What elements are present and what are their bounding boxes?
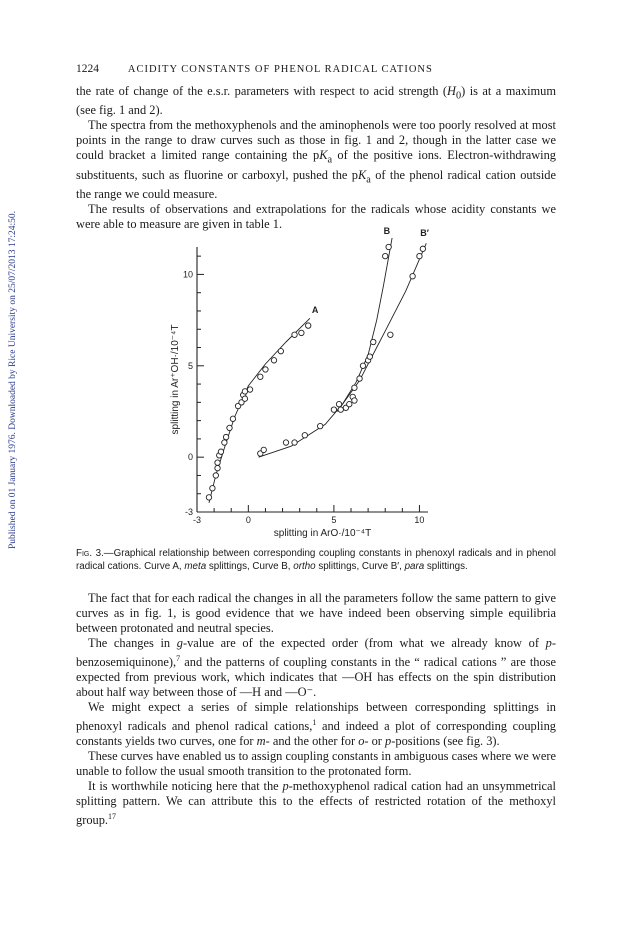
data-point <box>318 423 323 428</box>
chart-points <box>206 244 425 500</box>
data-point <box>347 401 352 406</box>
data-point <box>306 323 311 328</box>
data-point <box>242 396 247 401</box>
data-point <box>278 348 283 353</box>
paragraph: The spectra from the methoxyphenols and the aminophenols were too poorly resolved at most points in the range to draw curves such as those in fig. 1 and 2, though in the latter case we could bracket a limited range containing the $pK_a$ of the positive ions. Electron-withdrawing substituents, such as fluorine or carboxyl, pushed the $pK_a$ of the phenol radical cation outside the range we could measure. <box>76 118 557 202</box>
data-point <box>417 253 422 258</box>
data-point <box>215 460 220 465</box>
download-watermark <box>2 160 24 600</box>
data-point <box>271 358 276 363</box>
data-point <box>302 433 307 438</box>
chart-fit-curves <box>209 238 426 503</box>
data-point <box>383 253 388 258</box>
data-point <box>283 440 288 445</box>
series-label: B <box>383 226 391 237</box>
y-tick-label: 10 <box>182 269 193 280</box>
data-point <box>336 401 341 406</box>
paragraph: The changes in g-value are of the expected order (from what we already know of p-benzosemiquinone),$^7$ and the patterns of coupling constants in the “ radical cations ” are those expected from previous work, which indicates that —OH has effects on the spin distribution about half way between those of —H and —O⁻. <box>76 636 556 700</box>
figure-caption: Fig. 3.—Graphical relationship between corresponding coupling constants in phenoxyl radicals and in phenol radical cations. Curve A, meta splittings, Curve B, ortho splittings, Curve B′, para splittings. <box>76 548 556 572</box>
paragraph: The fact that for each radical the changes in all the parameters follow the same pattern to give curves as in fig. 1, is good evidence that we have indeed been observing simple equilibria between protonated and neutral species. <box>76 591 556 635</box>
running-head-title: ACIDITY CONSTANTS OF PHENOL RADICAL CATIONS <box>127 64 433 75</box>
paragraph: We might expect a series of simple relationships between corresponding splittings in phenoxyl radicals and phenol radical cations,$^1$ and indeed a plot of corresponding coupling constants yields two curves, one for m- and the other for o- or p-positions (see fig. 3). <box>76 700 556 749</box>
fit-curve-A <box>209 318 310 503</box>
fit-curve-B <box>259 238 393 457</box>
y-tick-label: 5 <box>187 360 193 371</box>
data-point <box>258 374 263 379</box>
x-tick-label: 5 <box>331 515 337 525</box>
fit-curve-B′ <box>337 243 426 411</box>
data-point <box>410 274 415 279</box>
series-label: B′ <box>420 228 429 239</box>
data-point <box>261 447 266 452</box>
x-tick-label: 10 <box>414 515 425 525</box>
chart-labels <box>312 226 429 315</box>
data-point <box>338 407 343 412</box>
data-point <box>352 385 357 390</box>
body-text-top <box>76 84 556 232</box>
data-point <box>367 354 372 359</box>
y-tick-label: 0 <box>187 452 193 463</box>
reference-marker: 17 <box>108 812 117 822</box>
data-point <box>331 407 336 412</box>
data-point <box>299 330 304 335</box>
data-point <box>210 486 215 491</box>
data-point <box>218 449 223 454</box>
x-tick-label: -3 <box>192 515 202 525</box>
figure-3-chart <box>150 226 450 539</box>
body-text-bottom <box>76 591 556 828</box>
data-point <box>292 332 297 337</box>
data-point <box>360 363 365 368</box>
data-point <box>242 389 247 394</box>
data-point <box>223 434 228 439</box>
data-point <box>230 416 235 421</box>
data-point <box>206 495 211 500</box>
reference-marker: 7 <box>176 654 181 663</box>
data-point <box>227 425 232 430</box>
data-point <box>213 473 218 478</box>
paragraph: It is worthwhile noticing here that the p-methoxyphenol radical cation had an unsymmetrical splitting pattern. We can attribute this to the effects of restricted rotation of the methoxyl group.$^{17}$ <box>76 779 556 828</box>
figure-number: Fig. 3. <box>76 548 104 559</box>
data-point <box>386 244 391 249</box>
x-tick-label: 0 <box>245 515 251 525</box>
data-point <box>388 332 393 337</box>
running-header <box>76 63 556 75</box>
y-tick-label: -3 <box>184 507 193 517</box>
paragraph: The results of observations and extrapolations for the radicals whose acidity constants we were able to measure are given in table 1. <box>76 202 556 232</box>
paragraph: These curves have enabled us to assign coupling constants in ambiguous cases where we were unable to follow the usual smooth transition to the protonated form. <box>76 749 556 779</box>
data-point <box>371 339 376 344</box>
x-axis-label: splitting in ArO·/10⁻⁴T <box>273 528 372 539</box>
series-label: A <box>311 304 319 315</box>
data-point <box>420 246 425 251</box>
data-point <box>215 465 220 470</box>
data-point <box>222 440 227 445</box>
chart-axes <box>197 247 428 512</box>
download-watermark-text: Published on 01 January 1976. Downloaded by Rice University on 25/07/2013 17:24:50. <box>8 210 18 550</box>
data-point <box>357 376 362 381</box>
data-point <box>247 387 252 392</box>
y-axis-label: splitting in Ar⁺OH·/10⁻⁴T <box>170 324 181 435</box>
data-point <box>352 398 357 403</box>
paragraph: the rate of change of the e.s.r. parameters with respect to acid strength $(H_0)$ is at a maximum (see fig. 1 and 2). <box>76 84 556 118</box>
page-number: 1224 <box>76 63 99 75</box>
data-point <box>292 440 297 445</box>
reference-marker: 1 <box>312 718 317 728</box>
data-point <box>263 367 268 372</box>
